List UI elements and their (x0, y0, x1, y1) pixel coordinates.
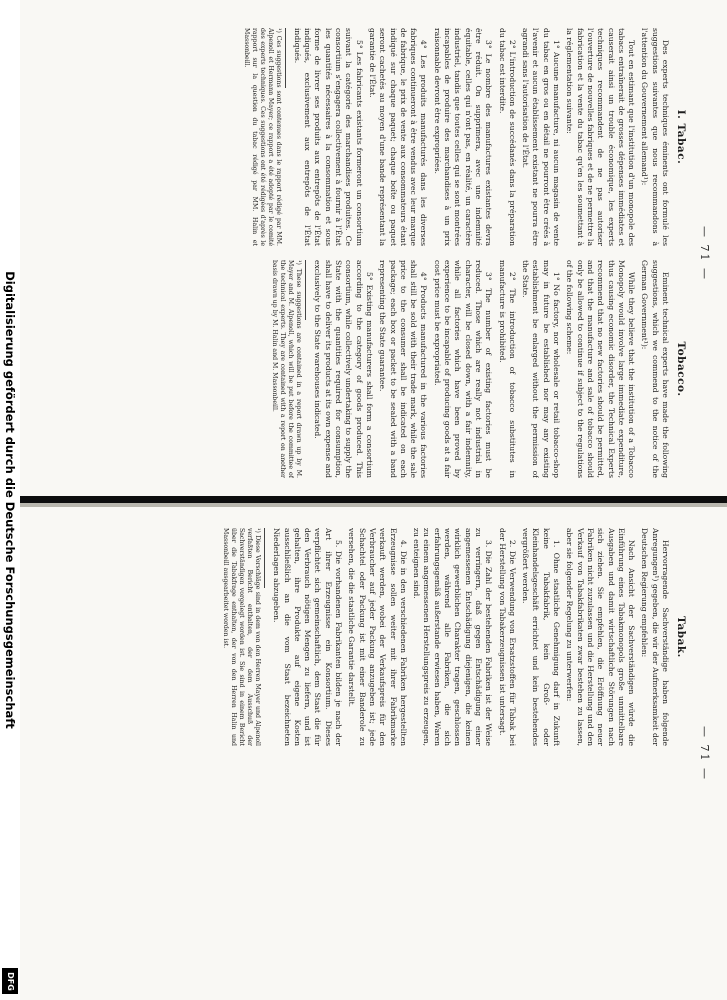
german-paragraph: Nach Ansicht der Sachverständigen würde die Einführung eines Tabakmonopols große unmittelbare Ausgaben und damit wirtschaftliche Störungen nach sich ziehen. Sie empfehlen, die Eröffnung neuer Fabriken nicht zuzulassen und die Herstellung und den Verkauf von Tabakfabrikaten zwar bestehen zu lassen, aber sie folgender Regelung zu unterwerfen: (565, 528, 637, 746)
french-paragraph: 3° Le nombre des manufactures existantes devra être réduit. On supprimera, avec une indemnité équitable, celles qui n'ont pas, en réalité, un caractère industriel, tandis que toutes celles qui se sont montrées incapables de produire des marchandises à un prix raisonnable devront être expropriées. (432, 28, 494, 246)
german-paragraph: 5. Die vorhandenen Fabrikanten bilden je nach der Art ihrer Erzeugnisse ein Konsortium. Dieses verpflichtet sich gemeinschaftlich, dem Staat die für den Verbrauch nötigen Mengen zu liefern, und ist gehalten, ihre Produkte auf eigene Kosten ausschließlich an die vom Staat bezeichneten Niederlagen abzugeben. (272, 528, 344, 746)
french-footnote: ¹) Ces suggestions sont contenues dans le rapport rédigé par MM. Alpenoll et Hermann Mayer; ce rapport a été adopté par le comité des experts techniques. Ces suggestions ont été rédigées d'après le rapport sur la question du tabac rédigé par MM. Halin et Massonbeill. (242, 28, 282, 246)
english-paragraph: 3° The number of existing factories must be reduced. Those which are really not industrial in character, will be closed down, with a fair indemnity, while all factories which have been proved by experience to be incapable of producing goods at a fair cost price must be expropriated. (432, 260, 494, 478)
french-paragraph: 5° Les fabricants existants formeront un consortium suivant la catégorie des marchandises produites. Ce consortium s'engagera collectivement à fournir à l'État les quantités nécessaires à la consommation et sous forme de livrer ses produits aux entrepôts de l'État indiqués, exclusivement aux entrepôts de l'État indiqués. (292, 28, 364, 246)
french-paragraph: Tout en estimant que l'institution d'un monopole des tabacs entraînerait de grosses dépenses immédiates et causerait ainsi un trouble économique, les experts techniques recommandent de ne pas autoriser l'ouverture de nouvelles fabriques et de ne permettre la fabrication et la vente du tabac qu'en les soumettant à la réglementation suivante: (565, 28, 637, 246)
footnote-divider (285, 28, 286, 88)
german-paragraph: 3. Die Zahl der bestehenden Fabriken ist der Weise zu verringern, daß gegen Entschädigung einer angemessenen Entschädigung diejenigen, die keinen wirklich gewerblichen Charakter tragen, geschlossen werden, während alle Fabriken, die sich erfahrungsgemäß außerstande erwiesen haben, Waren zu einem angemessenen Herstellungspreis zu erzeugen, zu enteignen sind. (412, 528, 494, 746)
dfg-credit-line: Digitalisierung gefördert durch die Deutsche Forschungsgemeinschaft (3, 271, 17, 729)
french-paragraph: 4° Les produits manufacturés dans les diverses fabriques continueront à être vendus avec leur marque de fabrique, le prix de vente aux consommateurs étant indiqué sur chaque paquet; chaque boîte ou paquet seront cachetés au moyen d'une bande représentant la garantie de l'État. (367, 28, 429, 246)
footnote-divider (305, 260, 306, 320)
english-paragraph: 2° The introduction of tobacco substitutes in manufacture is prohibited. (497, 260, 517, 478)
page-fold-edge (0, 503, 727, 507)
page-fold-shadow (0, 496, 727, 503)
page-number-left: — 71 — (698, 226, 711, 281)
french-column (15, 28, 687, 246)
german-paragraph: Hervorragende Sachverständige haben folgende Anregungen¹) gegeben, die wir der Aufmerksamkeit der Deutschen Regierung empfehlen: (640, 528, 670, 746)
footnote-divider (264, 528, 265, 588)
credit-bar (0, 0, 20, 1000)
dfg-logo-icon (2, 968, 18, 994)
english-paragraph: 1° No factory, nor wholesale or retail tobacco-shop may in future be established nor may any existing establishment be enlarged without the permission of the State. (521, 260, 562, 478)
french-paragraph: 2° L'introduction de succédanés dans la préparation du tabac est interdite. (497, 28, 517, 246)
english-paragraph: 4° Products manufactured in the various factories shall still be sold with their trade mark, while the sale price to the consumer shall be indicated on each package; each box or packet to be sealed with a band representing the State guarantee. (378, 260, 429, 478)
english-paragraph: Eminent technical experts have made the following suggestions, which we commend to the notice of the German Government¹): (640, 260, 670, 478)
english-heading: Tobacco. (675, 341, 687, 397)
german-paragraph: 2. Die Verwendung von Ersatzstoffen für Tabak bei der Herstellung von Tabakerzeugnissen ist untersagt. (497, 528, 517, 746)
right-page (0, 520, 727, 987)
german-footnote: ¹) Diese Vorschläge sind in dem von den Herren Mayer und Alpenoll verfaßten Bericht enthalten, der dem Ausschuß der Sachverständigen vorgelegt worden ist. Sie sind in einem Bericht über die Tabakfrage enthalten, der von den Herren Halin und Massonbeill ausgearbeitet worden ist. (222, 528, 262, 746)
french-heading: I. Tabac. (675, 109, 687, 165)
dfg-logo-text: DFG (5, 971, 15, 991)
german-column (15, 528, 687, 746)
page-number-right: — 71 — (698, 726, 711, 781)
french-paragraph: 1° Aucune manufacture, ni aucun magasin de vente du tabac en gros ou en détail ne pourront être créés à l'avenir et aucun établissement existant ne pourra être agrandi sans l'autorisation de l'État. (521, 28, 562, 246)
german-paragraph: 1. Ohne staatliche Genehmigung darf in Zukunft keine Tabakfabrik, kein Groß- oder Kleinhandelsgeschäft errichtet und kein bestehendes vergrößert werden. (521, 528, 562, 746)
german-heading: Tabak. (675, 616, 687, 658)
english-column (15, 260, 687, 478)
left-page (0, 20, 727, 487)
french-paragraph: Des experts techniques éminents ont formulé les suggestions suivantes que nous recommandons à l'attention du Gouvernement allemand¹): (640, 28, 670, 246)
english-footnote: ¹) These suggestions are contained in a report drawn up by M. Mayer and M. Alpenoll, which will be put before the committee of the technical experts. They are contained with a report on another basis drawn up by M. Halin and M. Massonbeill. (271, 260, 303, 478)
english-paragraph: While they believe that the institution of a Tobacco Monopoly would involve large immediate expenditure, thus causing economic disorder, the Technical Experts recommend that no new factories should be permitted, and that the manufacture and sale of tobacco should only be allowed to continue if subject to the regulations of the following scheme: (565, 260, 637, 478)
english-paragraph: 5° Existing manufacturers shall form a consortium according to the category of goods produced. This consortium, while collectively undertaking to supply the State with the quantities required for consumption, shall have to deliver its products at its own expense and exclusively to the State warehouses indicated. (313, 260, 374, 478)
german-paragraph: 4. Die in den verschiedenen Fabriken hergestellten Erzeugnisse sollen weiter mit ihrer Fabrikmarke verkauft werden, wobei der Verkaufspreis für den Verbraucher auf jeder Packung anzugeben ist; jede Schachtel oder Packung ist mit einer Banderole zu versehen, die die staatliche Garantie darstellt. (347, 528, 408, 746)
